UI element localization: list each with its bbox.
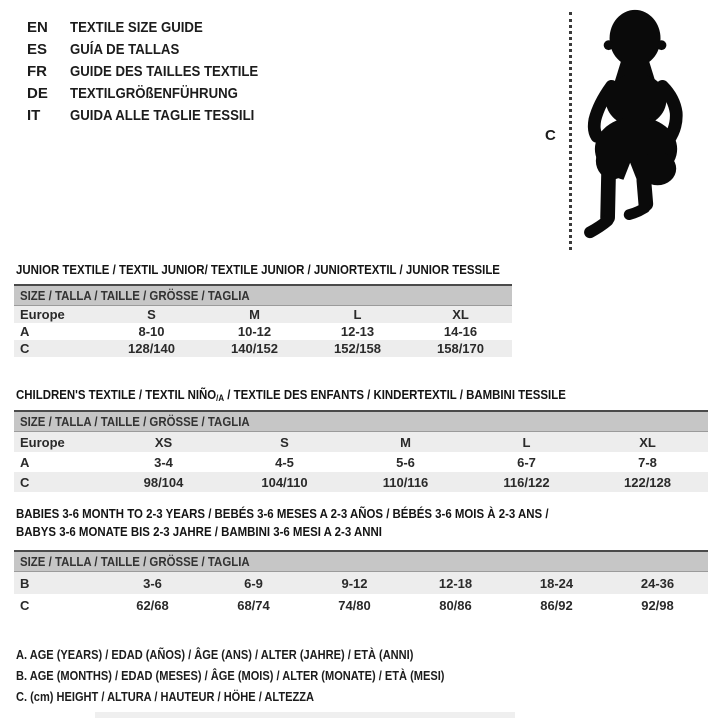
babies-size-header-bar: SIZE / TALLA / TAILLE / GRÖSSE / TAGLIA: [14, 550, 708, 572]
table-row: [14, 340, 512, 357]
table-cell: 158/170: [437, 341, 484, 356]
language-code: ES: [27, 40, 48, 58]
row-label: Europe: [20, 434, 65, 450]
table-cell: 86/92: [540, 597, 573, 613]
language-guide-title: GUIDA ALLE TAGLIE TESSILI: [70, 106, 255, 124]
table-cell: 68/74: [237, 597, 270, 613]
language-row: [27, 60, 284, 82]
table-row: [14, 472, 708, 492]
legend-footnotes: [16, 644, 520, 707]
table-cell: S: [147, 307, 156, 322]
language-guide-title: GUIDE DES TAILLES TEXTILE: [70, 62, 259, 80]
children-section-title: CHILDREN'S TEXTILE / TEXTIL $NIÑO_{/A}$ / TEXTILE DES ENFANTS / KINDERTEXTIL / BAMBINI TESSILE: [16, 387, 566, 403]
table-cell: XL: [639, 434, 656, 450]
table-cell: XL: [452, 307, 469, 322]
table-cell: 9-12: [341, 575, 368, 591]
language-code: EN: [27, 18, 48, 36]
row-label: B: [20, 575, 30, 591]
table-row: [14, 323, 512, 340]
table-cell: 8-10: [138, 324, 165, 339]
table-cell: L: [522, 434, 531, 450]
table-cell: 4-5: [275, 454, 294, 470]
table-row: [14, 452, 708, 472]
row-label: A: [20, 454, 30, 470]
language-guide-title: GUÍA DE TALLAS: [70, 40, 180, 58]
table-cell: 116/122: [503, 474, 550, 490]
row-label: C: [20, 474, 30, 490]
language-guide-title: TEXTILGRÖßENFÜHRUNG: [70, 84, 238, 102]
legend-footnote-line: C. (cm) HEIGHT / ALTURA / HAUTEUR / HÖHE / ALTEZZA: [16, 689, 314, 704]
language-row: [27, 104, 284, 126]
toddler-silhouette-image: [573, 6, 701, 246]
table-cell: 98/104: [143, 474, 184, 490]
table-cell: M: [249, 307, 260, 322]
table-cell: 12-13: [340, 324, 375, 339]
table-cell: L: [353, 307, 362, 322]
table-cell: 80/86: [439, 597, 472, 613]
table-row: [14, 572, 708, 594]
language-row: [27, 38, 284, 60]
table-cell: XS: [154, 434, 173, 450]
bottom-partial-row-artifact: [95, 712, 515, 718]
table-cell: 140/152: [231, 341, 278, 356]
table-cell: 18-24: [539, 575, 574, 591]
table-cell: 3-4: [154, 454, 173, 470]
table-cell: 7-8: [638, 454, 657, 470]
row-label: Europe: [20, 307, 65, 322]
table-cell: 6-9: [244, 575, 263, 591]
row-label: C: [20, 341, 30, 356]
table-cell: 10-12: [237, 324, 272, 339]
table-row: [14, 594, 708, 616]
table-cell: 3-6: [143, 575, 162, 591]
table-cell: 152/158: [334, 341, 381, 356]
junior-size-table: [14, 284, 512, 357]
language-code: DE: [27, 84, 48, 102]
language-code: IT: [27, 106, 41, 124]
table-cell: 122/128: [624, 474, 671, 490]
babies-section-title-line1: BABIES 3-6 MONTH TO 2-3 YEARS / BEBÉS 3-6 MESES A 2-3 AÑOS / BÉBÉS 3-6 MOIS À 2-3 ANS /: [16, 506, 549, 521]
table-cell: 104/110: [261, 474, 308, 490]
legend-footnote-line: A. AGE (YEARS) / EDAD (AÑOS) / ÂGE (ANS) / ALTER (JAHRE) / ETÀ (ANNI): [16, 647, 414, 662]
language-code: FR: [27, 62, 47, 80]
table-row: [14, 432, 708, 452]
language-row: [27, 82, 284, 104]
table-row: [14, 306, 512, 323]
table-cell: 92/98: [641, 597, 674, 613]
row-label: A: [20, 324, 30, 339]
table-cell: 110/116: [382, 474, 429, 490]
children-size-table: [14, 410, 708, 492]
table-cell: 12-18: [438, 575, 473, 591]
table-cell: 24-36: [640, 575, 675, 591]
table-cell: 74/80: [338, 597, 371, 613]
junior-size-header-bar: SIZE / TALLA / TAILLE / GRÖSSE / TAGLIA: [14, 284, 512, 306]
babies-size-table: [14, 550, 708, 616]
children-size-header-bar: SIZE / TALLA / TAILLE / GRÖSSE / TAGLIA: [14, 410, 708, 432]
table-cell: S: [280, 434, 289, 450]
table-cell: 14-16: [443, 324, 478, 339]
language-guide-title: TEXTILE SIZE GUIDE: [70, 18, 203, 36]
table-cell: M: [400, 434, 411, 450]
height-measure-line: [569, 12, 572, 250]
height-measure-label: C: [545, 127, 556, 144]
junior-section-title: JUNIOR TEXTILE / TEXTIL JUNIOR/ TEXTILE JUNIOR / JUNIORTEXTIL / JUNIOR TESSILE: [16, 262, 500, 277]
table-cell: 128/140: [128, 341, 175, 356]
row-label: C: [20, 597, 30, 613]
table-cell: 5-6: [396, 454, 415, 470]
table-cell: 6-7: [517, 454, 536, 470]
babies-section-title-line2: BABYS 3-6 MONATE BIS 2-3 JAHRE / BAMBINI 3-6 MESI A 2-3 ANNI: [16, 524, 382, 539]
language-row: [27, 16, 284, 38]
legend-footnote-line: B. AGE (MONTHS) / EDAD (MESES) / ÂGE (MOIS) / ALTER (MONATE) / ETÀ (MESI): [16, 668, 445, 683]
language-title-list: [27, 16, 284, 126]
table-cell: 62/68: [136, 597, 169, 613]
